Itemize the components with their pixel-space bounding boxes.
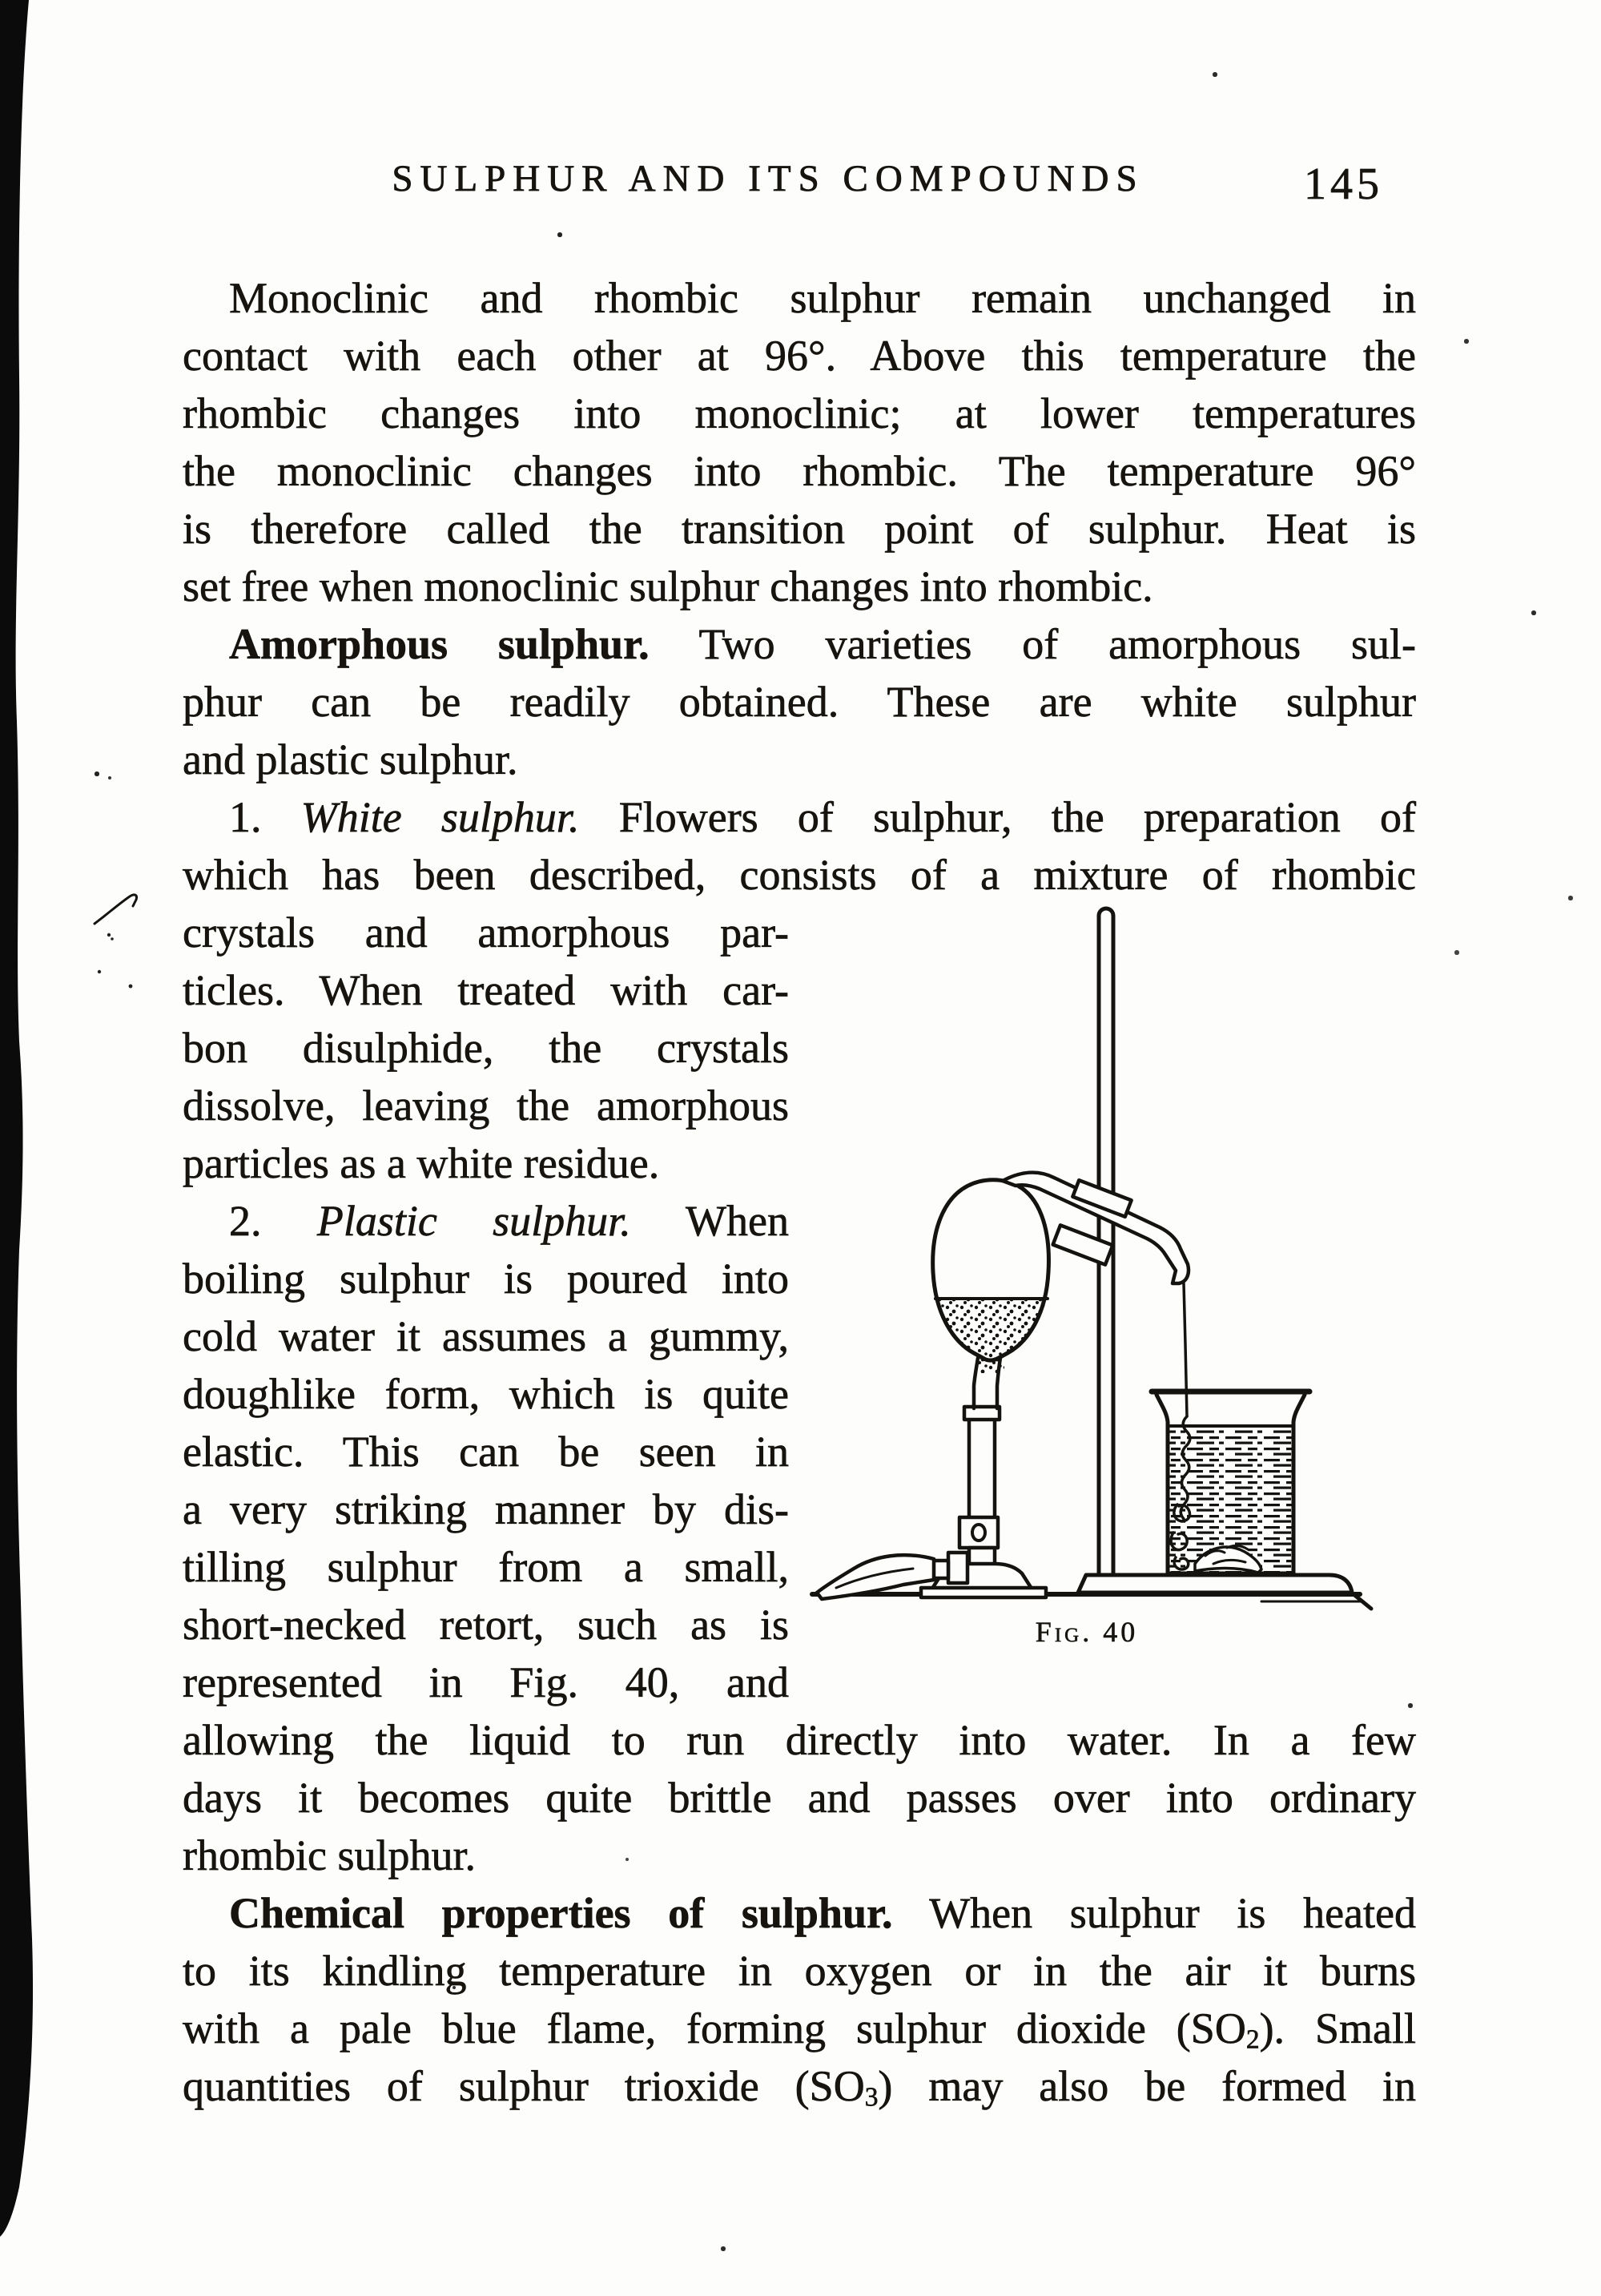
book-gutter-shadow [0, 0, 56, 2296]
text-line: 1. White sulphur. Flowers of sulphur, the preparation of [229, 793, 1416, 841]
text-line: doughlike form, which is quite [183, 1370, 789, 1418]
text-line: bon disulphide, the crystals [183, 1024, 789, 1072]
page-title: SULPHUR AND ITS COMPOUNDS [392, 158, 1144, 199]
page-number: 145 [1304, 159, 1383, 209]
text-line: short-necked retort, such as is [183, 1601, 789, 1649]
text-line: elastic. This can be seen in [183, 1428, 789, 1476]
text-line: Amorphous sulphur. Two varieties of amorphous sul- [229, 620, 1416, 668]
text-line: rhombic sulphur. [183, 1831, 476, 1879]
paragraph [183, 615, 1416, 788]
text-line: boiling sulphur is poured into [183, 1255, 789, 1303]
text-line: allowing the liquid to run directly into water. In a few [183, 1716, 1416, 1764]
fig40-illustration [801, 896, 1410, 1617]
text-line: crystals and amorphous par- [183, 908, 789, 957]
text-line: a very striking manner by dis- [183, 1485, 789, 1533]
bunsen-burner [817, 1407, 1046, 1599]
text-line: represented in Fig. 40, and [183, 1658, 789, 1706]
paragraph [183, 1884, 1416, 2115]
text-line: is therefore called the transition point of sulphur. Heat is [183, 505, 1416, 553]
table-line [812, 1594, 1371, 1609]
text-line: set free when monoclinic sulphur changes into rhombic. [183, 562, 1153, 610]
text-line: tilling sulphur from a small, [183, 1543, 789, 1591]
text-line: days it becomes quite brittle and passes over into ordinary [183, 1774, 1416, 1822]
text-line: phur can be readily obtained. These are white sulphur [183, 678, 1416, 726]
margin-pencil-mark [80, 885, 160, 1005]
text-line: cold water it assumes a gummy, [183, 1312, 789, 1360]
text-line: particles as a white residue. [183, 1139, 660, 1187]
paragraph [183, 269, 1416, 615]
figure-caption: Fig. 40 [1035, 1616, 1139, 1648]
text-line: to its kindling temperature in oxygen or in the air it burns [183, 1947, 1416, 1995]
text-line: contact with each other at 96°. Above this temperature the [183, 332, 1416, 380]
text-line: rhombic changes into monoclinic; at lower temperatures [183, 389, 1416, 437]
text-line: quantities of sulphur trioxide $(SO_3)$ may also be formed in [183, 2062, 1416, 2113]
text-line: Chemical properties of sulphur. When sulphur is heated [229, 1889, 1416, 1937]
text-line: Monoclinic and rhombic sulphur remain unchanged in [229, 274, 1416, 322]
text-line: with a pale blue flame, forming sulphur dioxide $(SO_2)$. Small [183, 2004, 1416, 2055]
retort-flask [933, 1180, 1049, 1408]
text-line: ticles. When treated with car- [183, 966, 789, 1014]
scan-specks [0, 0, 2, 2]
text-line: and plastic sulphur. [183, 735, 518, 783]
text-line: 2. Plastic sulphur. When [229, 1197, 789, 1245]
text-line: which has been described, consists of a mixture of rhombic [183, 851, 1416, 899]
text-line: dissolve, leaving the amorphous [183, 1082, 789, 1130]
text-line: the monoclinic changes into rhombic. The temperature 96° [183, 447, 1416, 495]
